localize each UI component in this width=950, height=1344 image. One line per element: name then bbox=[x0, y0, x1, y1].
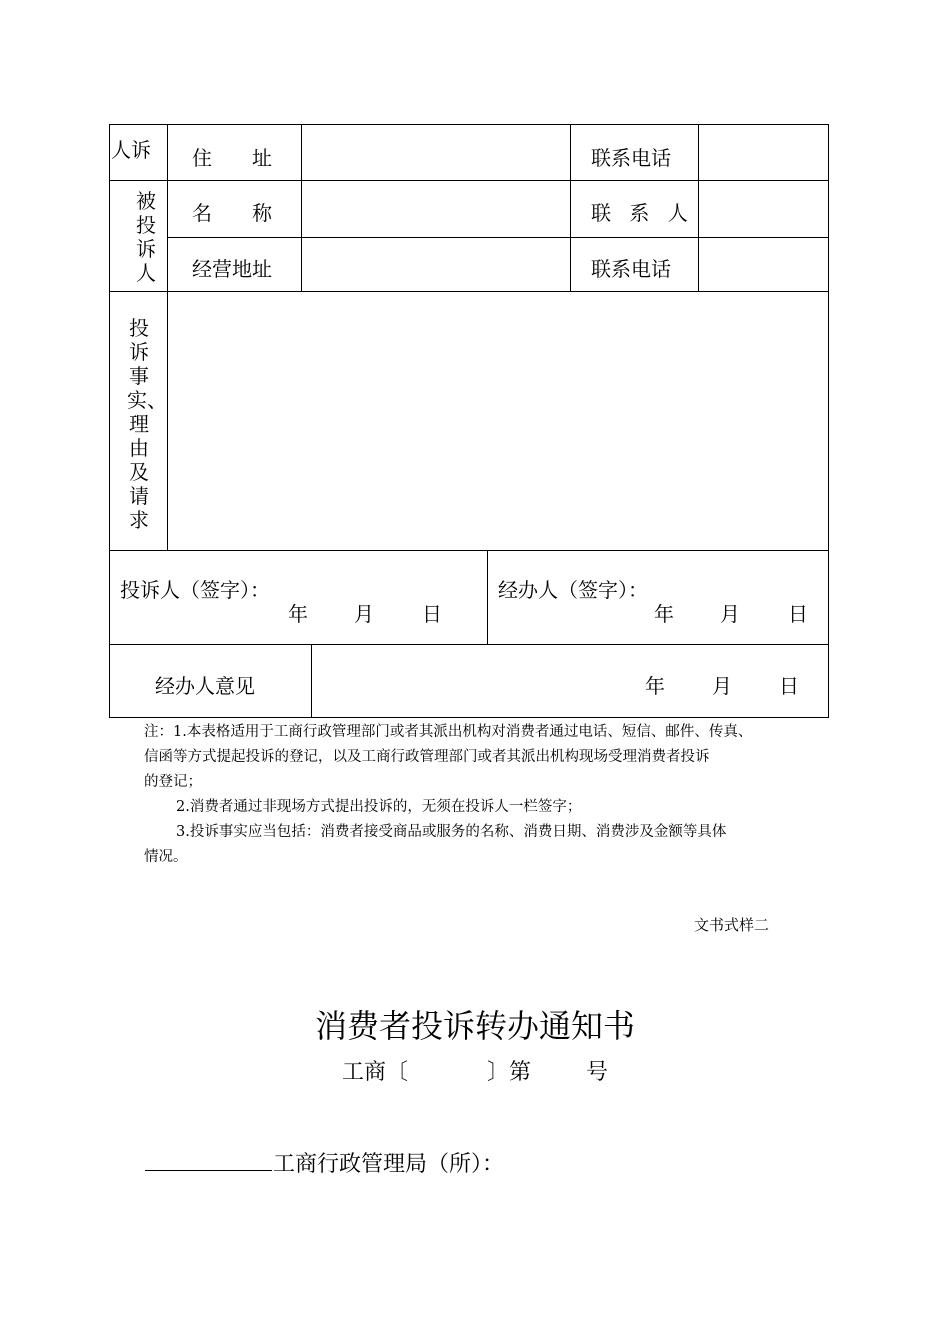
handler-signature-label: 经办人（签字）： bbox=[498, 578, 648, 602]
respondent-phone-field[interactable] bbox=[698, 237, 829, 292]
handler-opinion-label: 经办人意见 bbox=[155, 674, 255, 698]
handler-date-year: 年 bbox=[654, 602, 674, 626]
form-sample-label: 文书式样二 bbox=[694, 916, 770, 934]
business-address-label: 经营地址 bbox=[192, 257, 272, 281]
opinion-date-month: 月 bbox=[712, 674, 732, 698]
note-line-5: 3.投诉事实应当包括：消费者接受商品或服务的名称、消费日期、消费涉及金额等具体 bbox=[176, 824, 727, 840]
note-line-1: 注：1.本表格适用于工商行政管理部门或者其派出机构对消费者通过电话、短信、邮件、传真、 bbox=[144, 724, 753, 740]
name-label: 名 称 bbox=[192, 201, 272, 225]
addressee-blank[interactable] bbox=[145, 1170, 272, 1171]
facts-label: 投诉事实、理由及请求 bbox=[127, 316, 167, 532]
phone-label: 联系电话 bbox=[591, 146, 671, 170]
address-label: 住 址 bbox=[192, 146, 272, 170]
complainant-partial-label: 人诉 bbox=[111, 138, 151, 162]
note-line-2: 信函等方式提起投诉的登记，以及工商行政管理部门或者其派出机构现场受理消费者投诉 bbox=[144, 749, 710, 765]
addressee-label: 工商行政管理局（所）： bbox=[273, 1152, 505, 1177]
respondent-label: 被投诉人 bbox=[136, 189, 156, 285]
note-line-3: 的登记； bbox=[144, 774, 202, 790]
notice-number-mid: 〕第 bbox=[487, 1060, 532, 1085]
opinion-date-year: 年 bbox=[645, 674, 665, 698]
name-field[interactable] bbox=[301, 180, 571, 238]
business-address-field[interactable] bbox=[301, 237, 571, 292]
contact-label: 联 系 人 bbox=[591, 201, 694, 225]
address-field[interactable] bbox=[301, 124, 571, 181]
complainant-date-year: 年 bbox=[288, 602, 308, 626]
complainant-date-day: 日 bbox=[422, 602, 442, 626]
contact-field[interactable] bbox=[698, 180, 829, 238]
note-line-4: 2.消费者通过非现场方式提出投诉的，无须在投诉人一栏签字； bbox=[176, 799, 582, 815]
opinion-date-day: 日 bbox=[779, 674, 799, 698]
handler-date-month: 月 bbox=[720, 602, 740, 626]
notice-number-suffix: 号 bbox=[586, 1060, 609, 1085]
note-line-6: 情况。 bbox=[144, 849, 188, 865]
facts-field[interactable] bbox=[167, 291, 829, 551]
handler-date-day: 日 bbox=[788, 602, 808, 626]
handler-opinion-field[interactable] bbox=[311, 644, 829, 718]
complainant-signature-label: 投诉人（签字）： bbox=[120, 578, 270, 602]
notice-title: 消费者投诉转办通知书 bbox=[314, 1007, 635, 1045]
notice-number-prefix: 工商〔 bbox=[342, 1060, 409, 1085]
complainant-date-month: 月 bbox=[354, 602, 374, 626]
phone-field[interactable] bbox=[698, 124, 829, 181]
phone-label-2: 联系电话 bbox=[591, 257, 671, 281]
